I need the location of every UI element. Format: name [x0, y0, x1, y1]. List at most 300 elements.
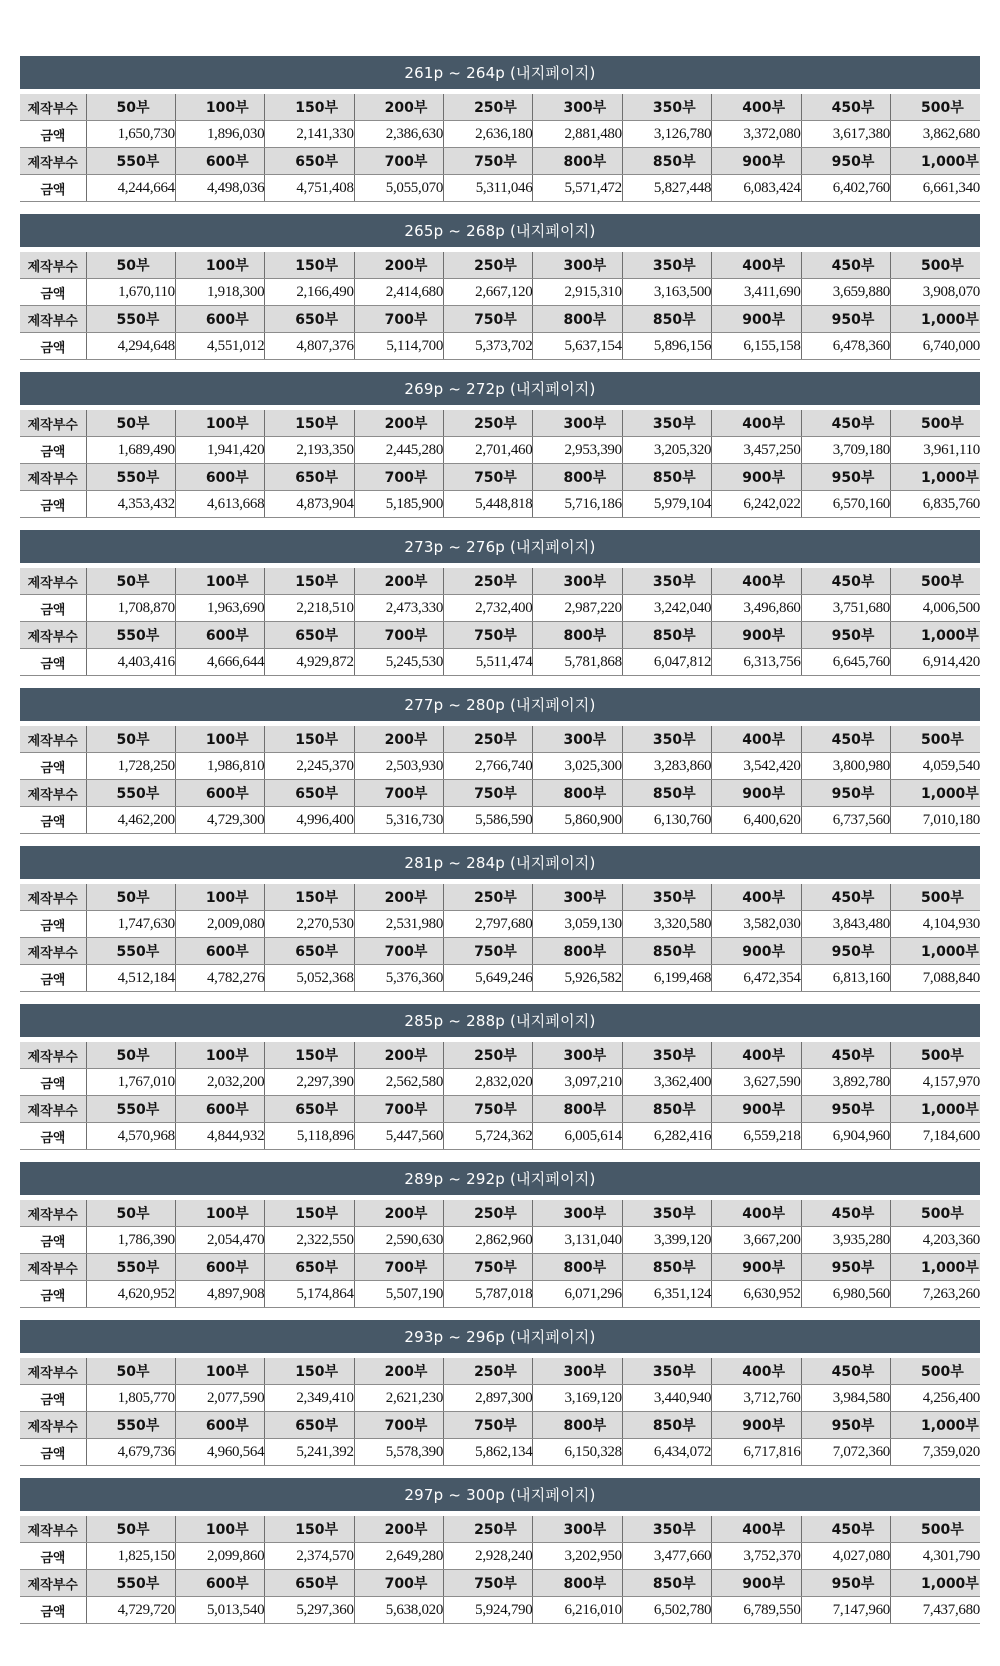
price-cell: 1,670,110	[86, 279, 175, 306]
quantity-cell: 900부	[712, 1254, 801, 1281]
price-cell: 5,118,896	[265, 1123, 354, 1150]
quantity-cell: 600부	[175, 1570, 264, 1597]
price-cell: 1,650,730	[86, 121, 175, 148]
price-cell: 6,400,620	[712, 807, 801, 834]
quantity-cell: 400부	[712, 726, 801, 753]
quantity-cell: 800부	[533, 1096, 622, 1123]
price-table	[20, 1516, 980, 1624]
quantity-cell: 200부	[354, 568, 443, 595]
price-label: 금액	[20, 1227, 86, 1254]
quantity-cell: 250부	[444, 1516, 533, 1543]
price-section	[20, 688, 980, 841]
price-cell: 3,862,680	[891, 121, 980, 148]
price-table	[20, 726, 980, 834]
section-title: 265p ~ 268p (내지페이지)	[20, 214, 980, 247]
quantity-cell: 900부	[712, 938, 801, 965]
quantity-cell: 750부	[444, 938, 533, 965]
price-cell: 1,986,810	[175, 753, 264, 780]
price-cell: 4,059,540	[891, 753, 980, 780]
quantity-label: 제작부수	[20, 1042, 86, 1069]
quantity-cell: 850부	[622, 1412, 711, 1439]
quantity-cell: 750부	[444, 1412, 533, 1439]
price-cell: 4,897,908	[175, 1281, 264, 1308]
section-title: 293p ~ 296p (내지페이지)	[20, 1320, 980, 1353]
quantity-cell: 550부	[86, 1096, 175, 1123]
price-cell: 3,542,420	[712, 753, 801, 780]
price-cell: 6,216,010	[533, 1597, 622, 1624]
quantity-row	[20, 306, 980, 333]
quantity-cell: 200부	[354, 1042, 443, 1069]
price-cell: 1,805,770	[86, 1385, 175, 1412]
price-cell: 5,114,700	[354, 333, 443, 360]
quantity-cell: 450부	[801, 1200, 890, 1227]
price-cell: 5,586,590	[444, 807, 533, 834]
price-label: 금액	[20, 333, 86, 360]
quantity-cell: 900부	[712, 1096, 801, 1123]
quantity-cell: 200부	[354, 884, 443, 911]
quantity-cell: 100부	[175, 410, 264, 437]
price-cell: 3,712,760	[712, 1385, 801, 1412]
price-cell: 4,203,360	[891, 1227, 980, 1254]
price-cell: 6,434,072	[622, 1439, 711, 1466]
quantity-cell: 850부	[622, 148, 711, 175]
quantity-cell: 800부	[533, 938, 622, 965]
price-cell: 3,372,080	[712, 121, 801, 148]
price-cell: 3,659,880	[801, 279, 890, 306]
price-cell: 3,126,780	[622, 121, 711, 148]
price-cell: 2,531,980	[354, 911, 443, 938]
quantity-cell: 500부	[891, 884, 980, 911]
price-cell: 5,926,582	[533, 965, 622, 992]
quantity-cell: 500부	[891, 568, 980, 595]
section-title: 297p ~ 300p (내지페이지)	[20, 1478, 980, 1511]
price-cell: 2,386,630	[354, 121, 443, 148]
price-cell: 6,737,560	[801, 807, 890, 834]
price-cell: 3,892,780	[801, 1069, 890, 1096]
price-cell: 4,807,376	[265, 333, 354, 360]
price-cell: 2,928,240	[444, 1543, 533, 1570]
price-cell: 4,403,416	[86, 649, 175, 676]
quantity-cell: 400부	[712, 94, 801, 121]
quantity-cell: 700부	[354, 148, 443, 175]
quantity-cell: 850부	[622, 306, 711, 333]
quantity-cell: 700부	[354, 938, 443, 965]
quantity-cell: 450부	[801, 252, 890, 279]
price-cell: 3,617,380	[801, 121, 890, 148]
quantity-cell: 700부	[354, 1096, 443, 1123]
price-cell: 1,728,250	[86, 753, 175, 780]
quantity-cell: 300부	[533, 1358, 622, 1385]
quantity-row	[20, 410, 980, 437]
price-cell: 2,590,630	[354, 1227, 443, 1254]
quantity-cell: 550부	[86, 306, 175, 333]
price-section	[20, 1004, 980, 1157]
quantity-cell: 550부	[86, 1570, 175, 1597]
quantity-cell: 500부	[891, 410, 980, 437]
quantity-cell: 800부	[533, 622, 622, 649]
quantity-cell: 350부	[622, 1516, 711, 1543]
price-cell: 3,457,250	[712, 437, 801, 464]
price-cell: 2,322,550	[265, 1227, 354, 1254]
quantity-cell: 1,000부	[891, 306, 980, 333]
quantity-cell: 400부	[712, 1042, 801, 1069]
price-cell: 4,301,790	[891, 1543, 980, 1570]
quantity-cell: 250부	[444, 1042, 533, 1069]
price-cell: 4,551,012	[175, 333, 264, 360]
quantity-cell: 950부	[801, 780, 890, 807]
price-cell: 2,245,370	[265, 753, 354, 780]
price-label: 금액	[20, 1281, 86, 1308]
price-table	[20, 568, 980, 676]
price-cell: 5,055,070	[354, 175, 443, 202]
quantity-cell: 700부	[354, 1254, 443, 1281]
price-cell: 5,311,046	[444, 175, 533, 202]
price-section	[20, 1320, 980, 1473]
quantity-cell: 800부	[533, 780, 622, 807]
price-cell: 2,270,530	[265, 911, 354, 938]
price-label: 금액	[20, 1597, 86, 1624]
price-sections	[20, 56, 980, 1636]
price-label: 금액	[20, 911, 86, 938]
price-cell: 1,689,490	[86, 437, 175, 464]
price-cell: 4,929,872	[265, 649, 354, 676]
quantity-cell: 250부	[444, 884, 533, 911]
quantity-row	[20, 1254, 980, 1281]
quantity-cell: 850부	[622, 622, 711, 649]
price-cell: 3,440,940	[622, 1385, 711, 1412]
price-label: 금액	[20, 1543, 86, 1570]
price-cell: 5,924,790	[444, 1597, 533, 1624]
quantity-cell: 750부	[444, 780, 533, 807]
quantity-cell: 1,000부	[891, 780, 980, 807]
quantity-row	[20, 938, 980, 965]
price-cell: 4,960,564	[175, 1439, 264, 1466]
price-cell: 4,679,736	[86, 1439, 175, 1466]
quantity-cell: 50부	[86, 884, 175, 911]
quantity-cell: 350부	[622, 1358, 711, 1385]
quantity-cell: 200부	[354, 1200, 443, 1227]
quantity-cell: 750부	[444, 1254, 533, 1281]
quantity-cell: 750부	[444, 464, 533, 491]
price-table	[20, 1358, 980, 1466]
price-cell: 4,462,200	[86, 807, 175, 834]
quantity-cell: 50부	[86, 1200, 175, 1227]
price-cell: 5,860,900	[533, 807, 622, 834]
quantity-cell: 800부	[533, 464, 622, 491]
price-cell: 2,099,860	[175, 1543, 264, 1570]
price-cell: 2,732,400	[444, 595, 533, 622]
price-cell: 3,025,300	[533, 753, 622, 780]
price-cell: 4,244,664	[86, 175, 175, 202]
price-cell: 7,072,360	[801, 1439, 890, 1466]
quantity-cell: 600부	[175, 780, 264, 807]
quantity-label: 제작부수	[20, 1200, 86, 1227]
price-cell: 6,835,760	[891, 491, 980, 518]
quantity-cell: 400부	[712, 1358, 801, 1385]
price-table	[20, 94, 980, 202]
quantity-label: 제작부수	[20, 568, 86, 595]
quantity-cell: 950부	[801, 1412, 890, 1439]
quantity-cell: 550부	[86, 938, 175, 965]
quantity-cell: 650부	[265, 1570, 354, 1597]
price-row	[20, 1227, 980, 1254]
price-cell: 5,447,560	[354, 1123, 443, 1150]
quantity-cell: 800부	[533, 1254, 622, 1281]
price-row	[20, 1439, 980, 1466]
quantity-cell: 650부	[265, 306, 354, 333]
quantity-cell: 100부	[175, 726, 264, 753]
quantity-cell: 300부	[533, 568, 622, 595]
price-cell: 6,980,560	[801, 1281, 890, 1308]
price-cell: 6,717,816	[712, 1439, 801, 1466]
price-cell: 5,052,368	[265, 965, 354, 992]
quantity-cell: 950부	[801, 938, 890, 965]
quantity-cell: 300부	[533, 1042, 622, 1069]
quantity-cell: 900부	[712, 622, 801, 649]
price-cell: 2,832,020	[444, 1069, 533, 1096]
quantity-cell: 650부	[265, 1096, 354, 1123]
quantity-cell: 150부	[265, 410, 354, 437]
price-label: 금액	[20, 437, 86, 464]
quantity-cell: 650부	[265, 464, 354, 491]
price-cell: 7,088,840	[891, 965, 980, 992]
quantity-cell: 250부	[444, 726, 533, 753]
quantity-label: 제작부수	[20, 306, 86, 333]
price-cell: 2,649,280	[354, 1543, 443, 1570]
price-cell: 3,242,040	[622, 595, 711, 622]
price-cell: 3,399,120	[622, 1227, 711, 1254]
price-cell: 6,914,420	[891, 649, 980, 676]
price-cell: 5,781,868	[533, 649, 622, 676]
quantity-cell: 550부	[86, 1254, 175, 1281]
price-row	[20, 649, 980, 676]
price-label: 금액	[20, 121, 86, 148]
quantity-cell: 650부	[265, 780, 354, 807]
price-row	[20, 1597, 980, 1624]
quantity-cell: 450부	[801, 568, 890, 595]
price-label: 금액	[20, 1123, 86, 1150]
price-cell: 5,571,472	[533, 175, 622, 202]
section-title: 261p ~ 264p (내지페이지)	[20, 56, 980, 89]
quantity-cell: 1,000부	[891, 1254, 980, 1281]
quantity-cell: 800부	[533, 148, 622, 175]
price-row	[20, 333, 980, 360]
quantity-cell: 800부	[533, 1570, 622, 1597]
quantity-cell: 400부	[712, 410, 801, 437]
quantity-cell: 950부	[801, 464, 890, 491]
price-row	[20, 1281, 980, 1308]
price-cell: 2,349,410	[265, 1385, 354, 1412]
price-cell: 5,448,818	[444, 491, 533, 518]
price-cell: 5,638,020	[354, 1597, 443, 1624]
price-section	[20, 846, 980, 999]
section-title: 285p ~ 288p (내지페이지)	[20, 1004, 980, 1037]
quantity-cell: 900부	[712, 1570, 801, 1597]
quantity-label: 제작부수	[20, 252, 86, 279]
price-row	[20, 121, 980, 148]
quantity-row	[20, 622, 980, 649]
quantity-cell: 650부	[265, 1412, 354, 1439]
price-cell: 3,362,400	[622, 1069, 711, 1096]
quantity-cell: 750부	[444, 1570, 533, 1597]
quantity-cell: 100부	[175, 94, 264, 121]
quantity-row	[20, 148, 980, 175]
quantity-label: 제작부수	[20, 1570, 86, 1597]
price-cell: 6,130,760	[622, 807, 711, 834]
quantity-cell: 50부	[86, 252, 175, 279]
quantity-row	[20, 1516, 980, 1543]
quantity-cell: 200부	[354, 94, 443, 121]
quantity-cell: 1,000부	[891, 622, 980, 649]
quantity-cell: 550부	[86, 622, 175, 649]
price-cell: 7,359,020	[891, 1439, 980, 1466]
quantity-cell: 150부	[265, 1358, 354, 1385]
quantity-cell: 350부	[622, 1042, 711, 1069]
quantity-cell: 50부	[86, 1358, 175, 1385]
quantity-cell: 200부	[354, 252, 443, 279]
quantity-cell: 500부	[891, 1358, 980, 1385]
quantity-cell: 850부	[622, 938, 711, 965]
quantity-cell: 300부	[533, 1516, 622, 1543]
quantity-cell: 600부	[175, 1412, 264, 1439]
price-row	[20, 1123, 980, 1150]
price-cell: 4,873,904	[265, 491, 354, 518]
price-cell: 1,767,010	[86, 1069, 175, 1096]
quantity-cell: 250부	[444, 94, 533, 121]
price-row	[20, 807, 980, 834]
price-section	[20, 214, 980, 367]
price-cell: 2,797,680	[444, 911, 533, 938]
price-cell: 2,915,310	[533, 279, 622, 306]
quantity-cell: 950부	[801, 1096, 890, 1123]
price-cell: 6,789,550	[712, 1597, 801, 1624]
price-cell: 5,578,390	[354, 1439, 443, 1466]
quantity-cell: 500부	[891, 94, 980, 121]
price-row	[20, 911, 980, 938]
quantity-label: 제작부수	[20, 1254, 86, 1281]
quantity-cell: 100부	[175, 1516, 264, 1543]
price-cell: 3,205,320	[622, 437, 711, 464]
quantity-cell: 300부	[533, 726, 622, 753]
quantity-cell: 500부	[891, 1042, 980, 1069]
quantity-cell: 200부	[354, 1516, 443, 1543]
quantity-cell: 600부	[175, 464, 264, 491]
price-cell: 2,987,220	[533, 595, 622, 622]
price-cell: 1,896,030	[175, 121, 264, 148]
quantity-cell: 100부	[175, 568, 264, 595]
quantity-cell: 600부	[175, 148, 264, 175]
quantity-cell: 550부	[86, 148, 175, 175]
price-cell: 2,077,590	[175, 1385, 264, 1412]
quantity-label: 제작부수	[20, 938, 86, 965]
price-cell: 5,511,474	[444, 649, 533, 676]
quantity-cell: 550부	[86, 780, 175, 807]
quantity-row	[20, 726, 980, 753]
price-cell: 3,752,370	[712, 1543, 801, 1570]
price-cell: 5,316,730	[354, 807, 443, 834]
quantity-cell: 900부	[712, 780, 801, 807]
section-title: 273p ~ 276p (내지페이지)	[20, 530, 980, 563]
price-cell: 2,374,570	[265, 1543, 354, 1570]
price-cell: 3,843,480	[801, 911, 890, 938]
quantity-cell: 450부	[801, 1358, 890, 1385]
price-row	[20, 1385, 980, 1412]
price-cell: 2,032,200	[175, 1069, 264, 1096]
price-cell: 4,104,930	[891, 911, 980, 938]
price-cell: 4,751,408	[265, 175, 354, 202]
price-cell: 5,185,900	[354, 491, 443, 518]
price-label: 금액	[20, 1069, 86, 1096]
quantity-cell: 200부	[354, 410, 443, 437]
price-cell: 3,496,860	[712, 595, 801, 622]
price-cell: 6,502,780	[622, 1597, 711, 1624]
quantity-label: 제작부수	[20, 1358, 86, 1385]
price-cell: 7,263,260	[891, 1281, 980, 1308]
quantity-cell: 900부	[712, 1412, 801, 1439]
price-cell: 7,010,180	[891, 807, 980, 834]
price-table	[20, 252, 980, 360]
quantity-cell: 150부	[265, 726, 354, 753]
quantity-cell: 250부	[444, 568, 533, 595]
quantity-cell: 750부	[444, 148, 533, 175]
quantity-row	[20, 1200, 980, 1227]
price-cell: 5,297,360	[265, 1597, 354, 1624]
price-cell: 3,202,950	[533, 1543, 622, 1570]
price-cell: 6,005,614	[533, 1123, 622, 1150]
price-cell: 5,862,134	[444, 1439, 533, 1466]
price-cell: 1,708,870	[86, 595, 175, 622]
price-cell: 1,747,630	[86, 911, 175, 938]
quantity-cell: 500부	[891, 726, 980, 753]
section-title: 281p ~ 284p (내지페이지)	[20, 846, 980, 879]
quantity-cell: 800부	[533, 306, 622, 333]
quantity-cell: 650부	[265, 1254, 354, 1281]
quantity-label: 제작부수	[20, 726, 86, 753]
price-cell: 5,896,156	[622, 333, 711, 360]
price-cell: 4,613,668	[175, 491, 264, 518]
price-cell: 3,163,500	[622, 279, 711, 306]
price-cell: 2,766,740	[444, 753, 533, 780]
quantity-cell: 500부	[891, 1516, 980, 1543]
price-cell: 5,724,362	[444, 1123, 533, 1150]
price-cell: 6,472,354	[712, 965, 801, 992]
price-row	[20, 1543, 980, 1570]
price-cell: 6,478,360	[801, 333, 890, 360]
price-section	[20, 56, 980, 209]
price-cell: 7,184,600	[891, 1123, 980, 1150]
quantity-cell: 850부	[622, 1254, 711, 1281]
quantity-cell: 400부	[712, 252, 801, 279]
quantity-cell: 400부	[712, 884, 801, 911]
price-label: 금액	[20, 595, 86, 622]
price-cell: 3,800,980	[801, 753, 890, 780]
price-cell: 3,582,030	[712, 911, 801, 938]
price-cell: 3,059,130	[533, 911, 622, 938]
price-cell: 3,283,860	[622, 753, 711, 780]
quantity-cell: 400부	[712, 1516, 801, 1543]
price-cell: 2,445,280	[354, 437, 443, 464]
quantity-cell: 200부	[354, 726, 443, 753]
quantity-cell: 650부	[265, 622, 354, 649]
quantity-cell: 650부	[265, 148, 354, 175]
quantity-cell: 850부	[622, 780, 711, 807]
quantity-cell: 1,000부	[891, 148, 980, 175]
price-label: 금액	[20, 1385, 86, 1412]
price-cell: 6,740,000	[891, 333, 980, 360]
quantity-cell: 300부	[533, 94, 622, 121]
quantity-cell: 100부	[175, 884, 264, 911]
quantity-cell: 700부	[354, 780, 443, 807]
